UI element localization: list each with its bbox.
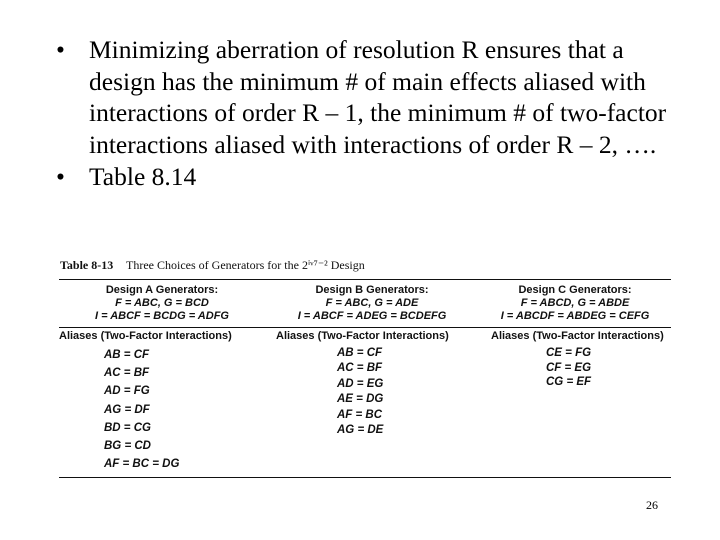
alias-heading: Aliases (Two-Factor Interactions) <box>491 330 664 342</box>
bullet-text: Table 8.14 <box>89 162 197 191</box>
alias-item: AE = DG <box>337 393 384 406</box>
alias-item: AC = BF <box>104 367 150 380</box>
bullet-list <box>56 34 676 193</box>
design-heading: Design A Generators: <box>105 284 219 296</box>
design-heading: Design B Generators: <box>315 284 429 296</box>
alias-heading: Aliases (Two-Factor Interactions) <box>276 330 449 342</box>
table-bottom-rule <box>59 477 671 478</box>
alias-item: BD = CG <box>104 421 151 434</box>
design-a-aliases <box>59 328 265 473</box>
generator-line: F = ABC, G = ADE <box>325 297 419 309</box>
bullet-icon: • <box>56 162 65 191</box>
alias-item: AF = BC <box>337 408 383 421</box>
alias-item: CF = EG <box>546 361 592 374</box>
table-caption <box>60 258 671 273</box>
alias-item: BG = CD <box>104 440 151 453</box>
defining-relation: I = ABCF = ADEG = BCDEFG <box>297 310 447 322</box>
design-heading: Design C Generators: <box>518 284 632 296</box>
design-b-aliases <box>265 328 479 473</box>
alias-item: AF = BC = DG <box>104 458 180 471</box>
alias-item: AB = CF <box>337 347 383 359</box>
table-number: Table 8-13 <box>60 258 114 272</box>
alias-item: AG = DE <box>337 424 384 437</box>
alias-item: AB = CF <box>104 349 150 361</box>
alias-item: AD = FG <box>104 385 150 398</box>
aliases-row <box>59 328 671 473</box>
design-b-generators <box>265 280 479 323</box>
alias-item: AD = EG <box>337 377 384 390</box>
defining-relation: I = ABCF = BCDG = ADFG <box>95 310 229 322</box>
design-c-aliases <box>479 328 671 473</box>
page-number: 26 <box>646 498 658 512</box>
design-c-generators <box>479 280 671 323</box>
generators-row <box>59 280 671 323</box>
generator-line: F = ABC, G = BCD <box>115 297 209 309</box>
bullet-icon: • <box>56 35 65 64</box>
bullet-item <box>56 161 676 193</box>
alias-item: CE = FG <box>546 347 592 359</box>
bullet-item <box>56 34 676 160</box>
defining-relation: I = ABCDF = ABDEG = CEFG <box>500 310 650 322</box>
alias-heading: Aliases (Two-Factor Interactions) <box>59 330 232 342</box>
table-title: Three Choices of Generators for the 2ⁱᵛ⁷⁻² Design <box>126 258 365 272</box>
alias-item: CG = EF <box>546 376 592 389</box>
design-a-generators <box>59 280 265 323</box>
alias-item: AC = BF <box>337 362 383 375</box>
bullet-text: Minimizing aberration of resolution R ensures that a design has the minimum # of main effects aliased with interactions of order R – 1, the minimum # of two-factor interactions aliased with interactions of order R – 2, …. <box>89 35 667 159</box>
alias-item: AG = DF <box>104 403 150 416</box>
table-figure <box>59 258 671 478</box>
generator-line: F = ABCD, G = ABDE <box>520 297 630 309</box>
